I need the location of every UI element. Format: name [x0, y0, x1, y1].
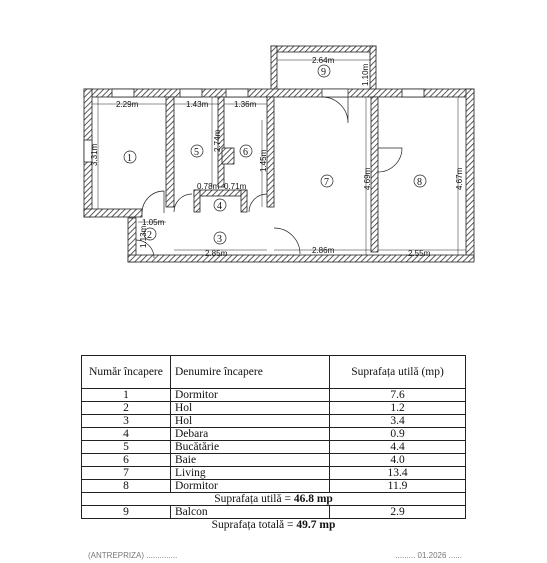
dim-0-78: 0.78m: [197, 182, 220, 191]
dim-1-10: 1.10m: [361, 63, 370, 86]
row-area: 4.4: [330, 441, 466, 454]
row-name: Debara: [171, 428, 330, 441]
row-number: 7: [82, 467, 171, 480]
room-7-label: 7: [324, 177, 329, 188]
row-number: 6: [82, 454, 171, 467]
table-row: [82, 428, 466, 441]
total-area-value: 49.7 mp: [296, 519, 336, 531]
header-room-area: Suprafața utilă (mp): [330, 356, 466, 389]
row-area: 3.4: [330, 415, 466, 428]
table-row: [82, 454, 466, 467]
useful-area-total: [82, 493, 466, 506]
room-2-label: 2: [147, 230, 152, 241]
row-name: Bucătărie: [171, 441, 330, 454]
row-area: 1.2: [330, 402, 466, 415]
total-area: [82, 519, 466, 532]
row-number: 2: [82, 402, 171, 415]
row-area: 7.6: [330, 389, 466, 402]
dim-0-71: 0.71m: [224, 182, 247, 191]
header-room-number: Număr încapere: [82, 356, 171, 389]
dim-4-69: 4.69m: [363, 167, 372, 190]
row-number: 1: [82, 389, 171, 402]
dim-1-43: 1.43m: [186, 100, 209, 109]
table-row: [82, 389, 466, 402]
room-9-label: 9: [321, 67, 326, 78]
table-row: [82, 415, 466, 428]
room-3-label: 3: [217, 234, 222, 245]
dim-4-67: 4.67m: [455, 167, 464, 190]
useful-area-total-row: [82, 493, 466, 506]
row-name: Dormitor: [171, 480, 330, 493]
row-name: Hol: [171, 402, 330, 415]
dim-2-55: 2.55m: [408, 249, 431, 258]
row-name: Hol: [171, 415, 330, 428]
row-number: 5: [82, 441, 171, 454]
row-number: 9: [82, 506, 171, 519]
balcony-row: [82, 506, 466, 519]
table-row: [82, 480, 466, 493]
row-number: 4: [82, 428, 171, 441]
dim-2-74: 2.74m: [213, 129, 222, 152]
dim-2-86: 2.86m: [312, 246, 335, 255]
footer-left-text: (ANTREPRIZA) ..............: [88, 551, 178, 560]
header-room-name: Denumire încapere: [171, 356, 330, 389]
room-1-label: 1: [127, 153, 132, 164]
room-5-label: 5: [194, 147, 199, 158]
total-area-row: [82, 519, 466, 532]
dim-2-85: 2.85m: [205, 249, 228, 258]
footer-cut-text: [80, 549, 470, 563]
table-row: [82, 441, 466, 454]
dim-3-31: 3.31m: [90, 143, 99, 166]
row-name: Balcon: [171, 506, 330, 519]
dim-1-13: 1.13m: [139, 225, 148, 248]
row-number: 3: [82, 415, 171, 428]
dim-1-45: 1.45m: [259, 149, 268, 172]
row-area: 2.9: [330, 506, 466, 519]
row-area: 11.9: [330, 480, 466, 493]
useful-area-label: Suprafața utilă =: [214, 493, 294, 505]
table-header-row: [82, 356, 466, 389]
dim-2-64: 2.64m: [312, 56, 335, 65]
table-row: [82, 467, 466, 480]
useful-area-value: 46.8 mp: [293, 493, 333, 505]
total-area-label: Suprafața totală =: [211, 519, 297, 531]
row-area: 4.0: [330, 454, 466, 467]
row-name: Baie: [171, 454, 330, 467]
room-8-label: 8: [417, 177, 422, 188]
row-area: 13.4: [330, 467, 466, 480]
dim-1-36: 1.36m: [234, 100, 257, 109]
rooms-table: [81, 355, 466, 531]
row-name: Living: [171, 467, 330, 480]
dim-2-29: 2.29m: [116, 100, 139, 109]
row-area: 0.9: [330, 428, 466, 441]
row-name: Dormitor: [171, 389, 330, 402]
dim-1-05: 1.05m: [142, 218, 165, 227]
row-number: 8: [82, 480, 171, 493]
footer-right-text: ......... 01.2026 ......: [395, 551, 462, 560]
room-4-label: 4: [217, 201, 222, 212]
room-6-label: 6: [243, 147, 248, 158]
table-row: [82, 402, 466, 415]
